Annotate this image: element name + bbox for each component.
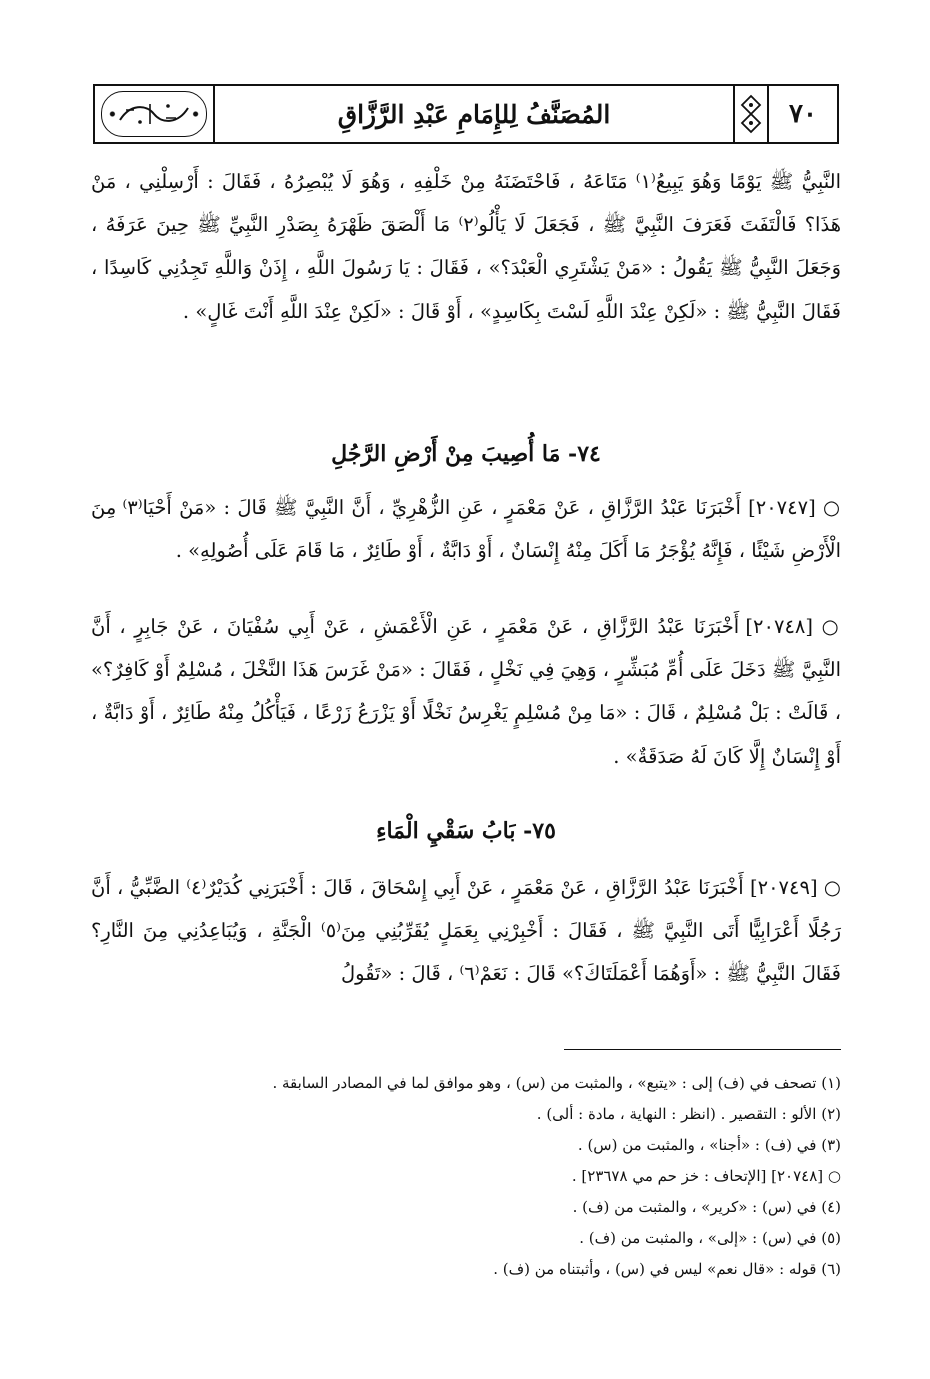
section-heading-75: ٧٥- بَابُ سَقْيِ الْمَاءِ	[376, 818, 556, 844]
ornament-seal-left	[95, 86, 215, 142]
footnote-hadith-reference: ○ [٢٠٧٤٨] [الإتحاف : خز حم مي ٢٣٦٧٨] .	[571, 1167, 841, 1185]
book-seal-logo	[101, 91, 207, 137]
footnote-4: (٤) في (س) : «كرير» ، والمثبت من (ف) .	[572, 1198, 841, 1216]
footnote-2: (٢) الألو : التقصير . (انظر : النهاية ، مادة : ألى) .	[536, 1105, 841, 1123]
footnote-1: (١) تصحف في (ف) إلى : «يتبع» ، والمثبت من (س) ، وهو موافق لما في المصادر السابقة .	[272, 1074, 841, 1092]
footnote-divider	[564, 1049, 841, 1050]
footnote-6: (٦) قوله : «قال نعم» ليس في (س) ، وأثبتناه من (ف) .	[493, 1260, 841, 1278]
footnotes	[91, 1068, 841, 1285]
hadith-20747: ○ [٢٠٧٤٧] أَخْبَرَنَا عَبْدُ الرَّزَّاقِ ، عَنْ مَعْمَرٍ ، عَنِ الزُّهْرِيِّ ، أَنَّ النَّبِيَّ ﷺ قَالَ : «مَنْ أَحْيَا⁽٣⁾ مِنَ الْأَرْضِ شَيْئًا ، فَإِنَّهُ يُؤْجَرُ مَا أَكَلَ مِنْهُ إِنْسَانٌ ، أَوْ دَابَّةٌ ، أَوْ طَائِرٌ ، مَا قَامَ عَلَى أُصُولِهِ» .	[91, 496, 841, 563]
paragraph-continuation: النَّبِيُّ ﷺ يَوْمًا وَهُوَ يَبِيعُ⁽١⁾ مَتَاعَهُ ، فَاحْتَضَنَهُ مِنْ خَلْفِهِ ، وَهُوَ لَا يُبْصِرُهُ ، فَقَالَ : أَرْسِلْنِي ، مَنْ هَذَا؟ فَالْتَفَتَ فَعَرَفَ النَّبِيَّ ﷺ ، فَجَعَلَ لَا يَأْلُو⁽٢⁾ مَا أَلْصَقَ ظَهْرَهُ بِصَدْرِ النَّبِيِّ ﷺ حِينَ عَرَفَهُ ، وَجَعَلَ النَّبِيُّ ﷺ يَقُولُ : «مَنْ يَشْتَرِي الْعَبْدَ؟» ، فَقَالَ : يَا رَسُولَ اللَّهِ ، إِذَنْ وَاللَّهِ تَجِدُنِي كَاسِدًا ، فَقَالَ النَّبِيُّ ﷺ : «لَكِنْ عِنْدَ اللَّهِ لَسْتَ بِكَاسِدٍ» ، أَوْ قَالَ : «لَكِنْ عِنْدَ اللَّهِ أَنْتَ غَالٍ» .	[91, 170, 841, 323]
ornament-knot-icon	[733, 86, 767, 142]
footnote-5: (٥) في (س) : «إلى» ، والمثبت من (ف) .	[579, 1229, 841, 1247]
running-header	[93, 84, 839, 144]
footnote-3: (٣) في (ف) : «أجنا» ، والمثبت من (س) .	[577, 1136, 841, 1154]
section-heading-74: ٧٤- مَا أُصِيبَ مِنْ أَرْضِ الرَّجُلِ	[331, 441, 601, 467]
running-title: المُصَنَّفُ لِلإِمَامِ عَبْدِ الرَّزَّاقِ	[337, 99, 611, 129]
hadith-20748: ○ [٢٠٧٤٨] أَخْبَرَنَا عَبْدُ الرَّزَّاقِ ، عَنْ مَعْمَرٍ ، عَنِ الْأَعْمَشِ ، عَنْ أَبِي سُفْيَانَ ، عَنْ جَابِرٍ ، أَنَّ النَّبِيَّ ﷺ دَخَلَ عَلَى أُمِّ مُبَشِّرٍ ، وَهِيَ فِي نَخْلٍ ، فَقَالَ : «مَنْ غَرَسَ هَذَا النَّخْلَ ، مُسْلِمٌ أَوْ كَافِرٌ؟» ، قَالَتْ : بَلْ مُسْلِمٌ ، قَالَ : «مَا مِنْ مُسْلِمٍ يَغْرِسُ نَخْلًا أَوْ يَزْرَعُ زَرْعًا ، فَيَأْكُلُ مِنْهُ طَائِرٌ ، أَوْ دَابَّةٌ ، أَوْ إِنْسَانٌ إِلَّا كَانَ لَهُ صَدَقَةٌ» .	[91, 615, 842, 768]
page-number: ٧٠	[767, 86, 837, 142]
hadith-20749: ○ [٢٠٧٤٩] أَخْبَرَنَا عَبْدُ الرَّزَّاقِ ، عَنْ مَعْمَرٍ ، عَنْ أَبِي إِسْحَاقَ ، قَالَ : أَخْبَرَنِي كُدَيْرٌ⁽٤⁾ الضَّبِّيُّ ، أَنَّ رَجُلًا أَعْرَابِيًّا أَتَى النَّبِيَّ ﷺ ، فَقَالَ : أَخْبِرْنِي بِعَمَلٍ يُقَرِّبُنِي مِنَ⁽٥⁾ الْجَنَّةِ ، وَيُبَاعِدُنِي مِنَ النَّارِ؟ فَقَالَ النَّبِيُّ ﷺ : «أَوَهُمَا أَعْمَلَتَاكَ؟» قَالَ : نَعَمْ⁽٦⁾ ، قَالَ : «تَقُولُ	[91, 876, 842, 986]
seal-calligraphy-icon	[106, 96, 202, 132]
